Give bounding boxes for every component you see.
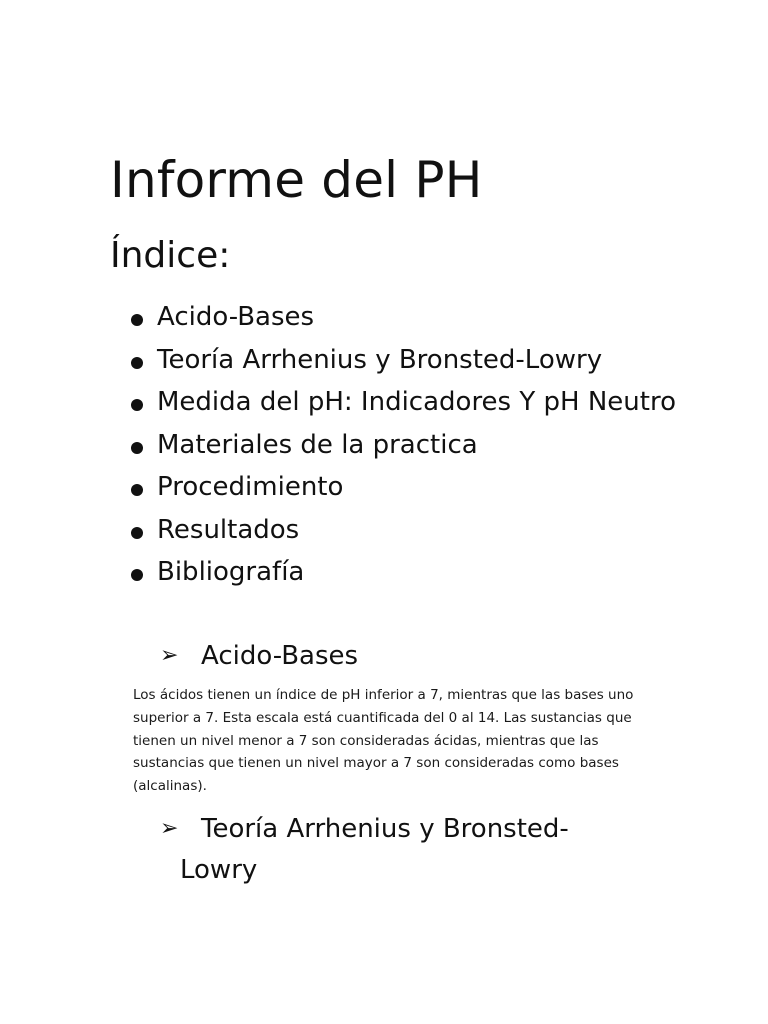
bullet-icon xyxy=(131,484,143,496)
index-list xyxy=(128,296,688,594)
bullet-icon xyxy=(131,569,143,581)
index-item-label: Procedimiento xyxy=(157,472,344,502)
section-heading-acido-bases xyxy=(160,636,358,676)
index-item xyxy=(128,551,688,594)
index-item xyxy=(128,381,688,424)
index-item-label: Teoría Arrhenius y Bronsted-Lowry xyxy=(157,344,603,375)
index-item-label: Acido-Bases xyxy=(157,302,315,332)
index-heading: Índice: xyxy=(110,235,231,276)
section-heading-label-line1: Teoría Arrhenius y Bronsted- xyxy=(201,814,569,844)
arrow-bullet-icon: ➢ xyxy=(160,816,179,841)
index-item xyxy=(128,509,688,552)
arrow-bullet-icon: ➢ xyxy=(160,643,179,668)
index-item xyxy=(128,466,688,509)
index-item xyxy=(128,296,688,339)
index-item xyxy=(128,424,688,467)
section-heading-label: Acido-Bases xyxy=(201,641,359,671)
index-item-label: Medida del pH: Indicadores Y pH Neutro xyxy=(157,387,676,417)
section-heading-label-line2: Lowry xyxy=(180,855,258,885)
bullet-icon xyxy=(131,527,143,539)
bullet-icon xyxy=(131,357,143,369)
index-item xyxy=(128,339,688,382)
section-heading-teoria xyxy=(160,808,620,891)
index-item-label: Bibliografía xyxy=(157,557,305,587)
bullet-icon xyxy=(131,399,143,411)
section-body-acido-bases: Los ácidos tienen un índice de pH inferior a 7, mientras que las bases uno superior a 7. Esta escala está cuantificada del 0 al 14. Las sustancias que tienen un nivel menor a 7 son consideradas ácidas, mientras que las sustancias que tienen un nivel mayor a 7 son consideradas como bases (alcalinas). xyxy=(133,687,634,795)
bullet-icon xyxy=(131,314,143,326)
bullet-icon xyxy=(131,442,143,454)
index-item-label: Materiales de la practica xyxy=(157,429,478,460)
document-title: Informe del PH xyxy=(110,151,483,209)
index-item-label: Resultados xyxy=(157,514,300,545)
